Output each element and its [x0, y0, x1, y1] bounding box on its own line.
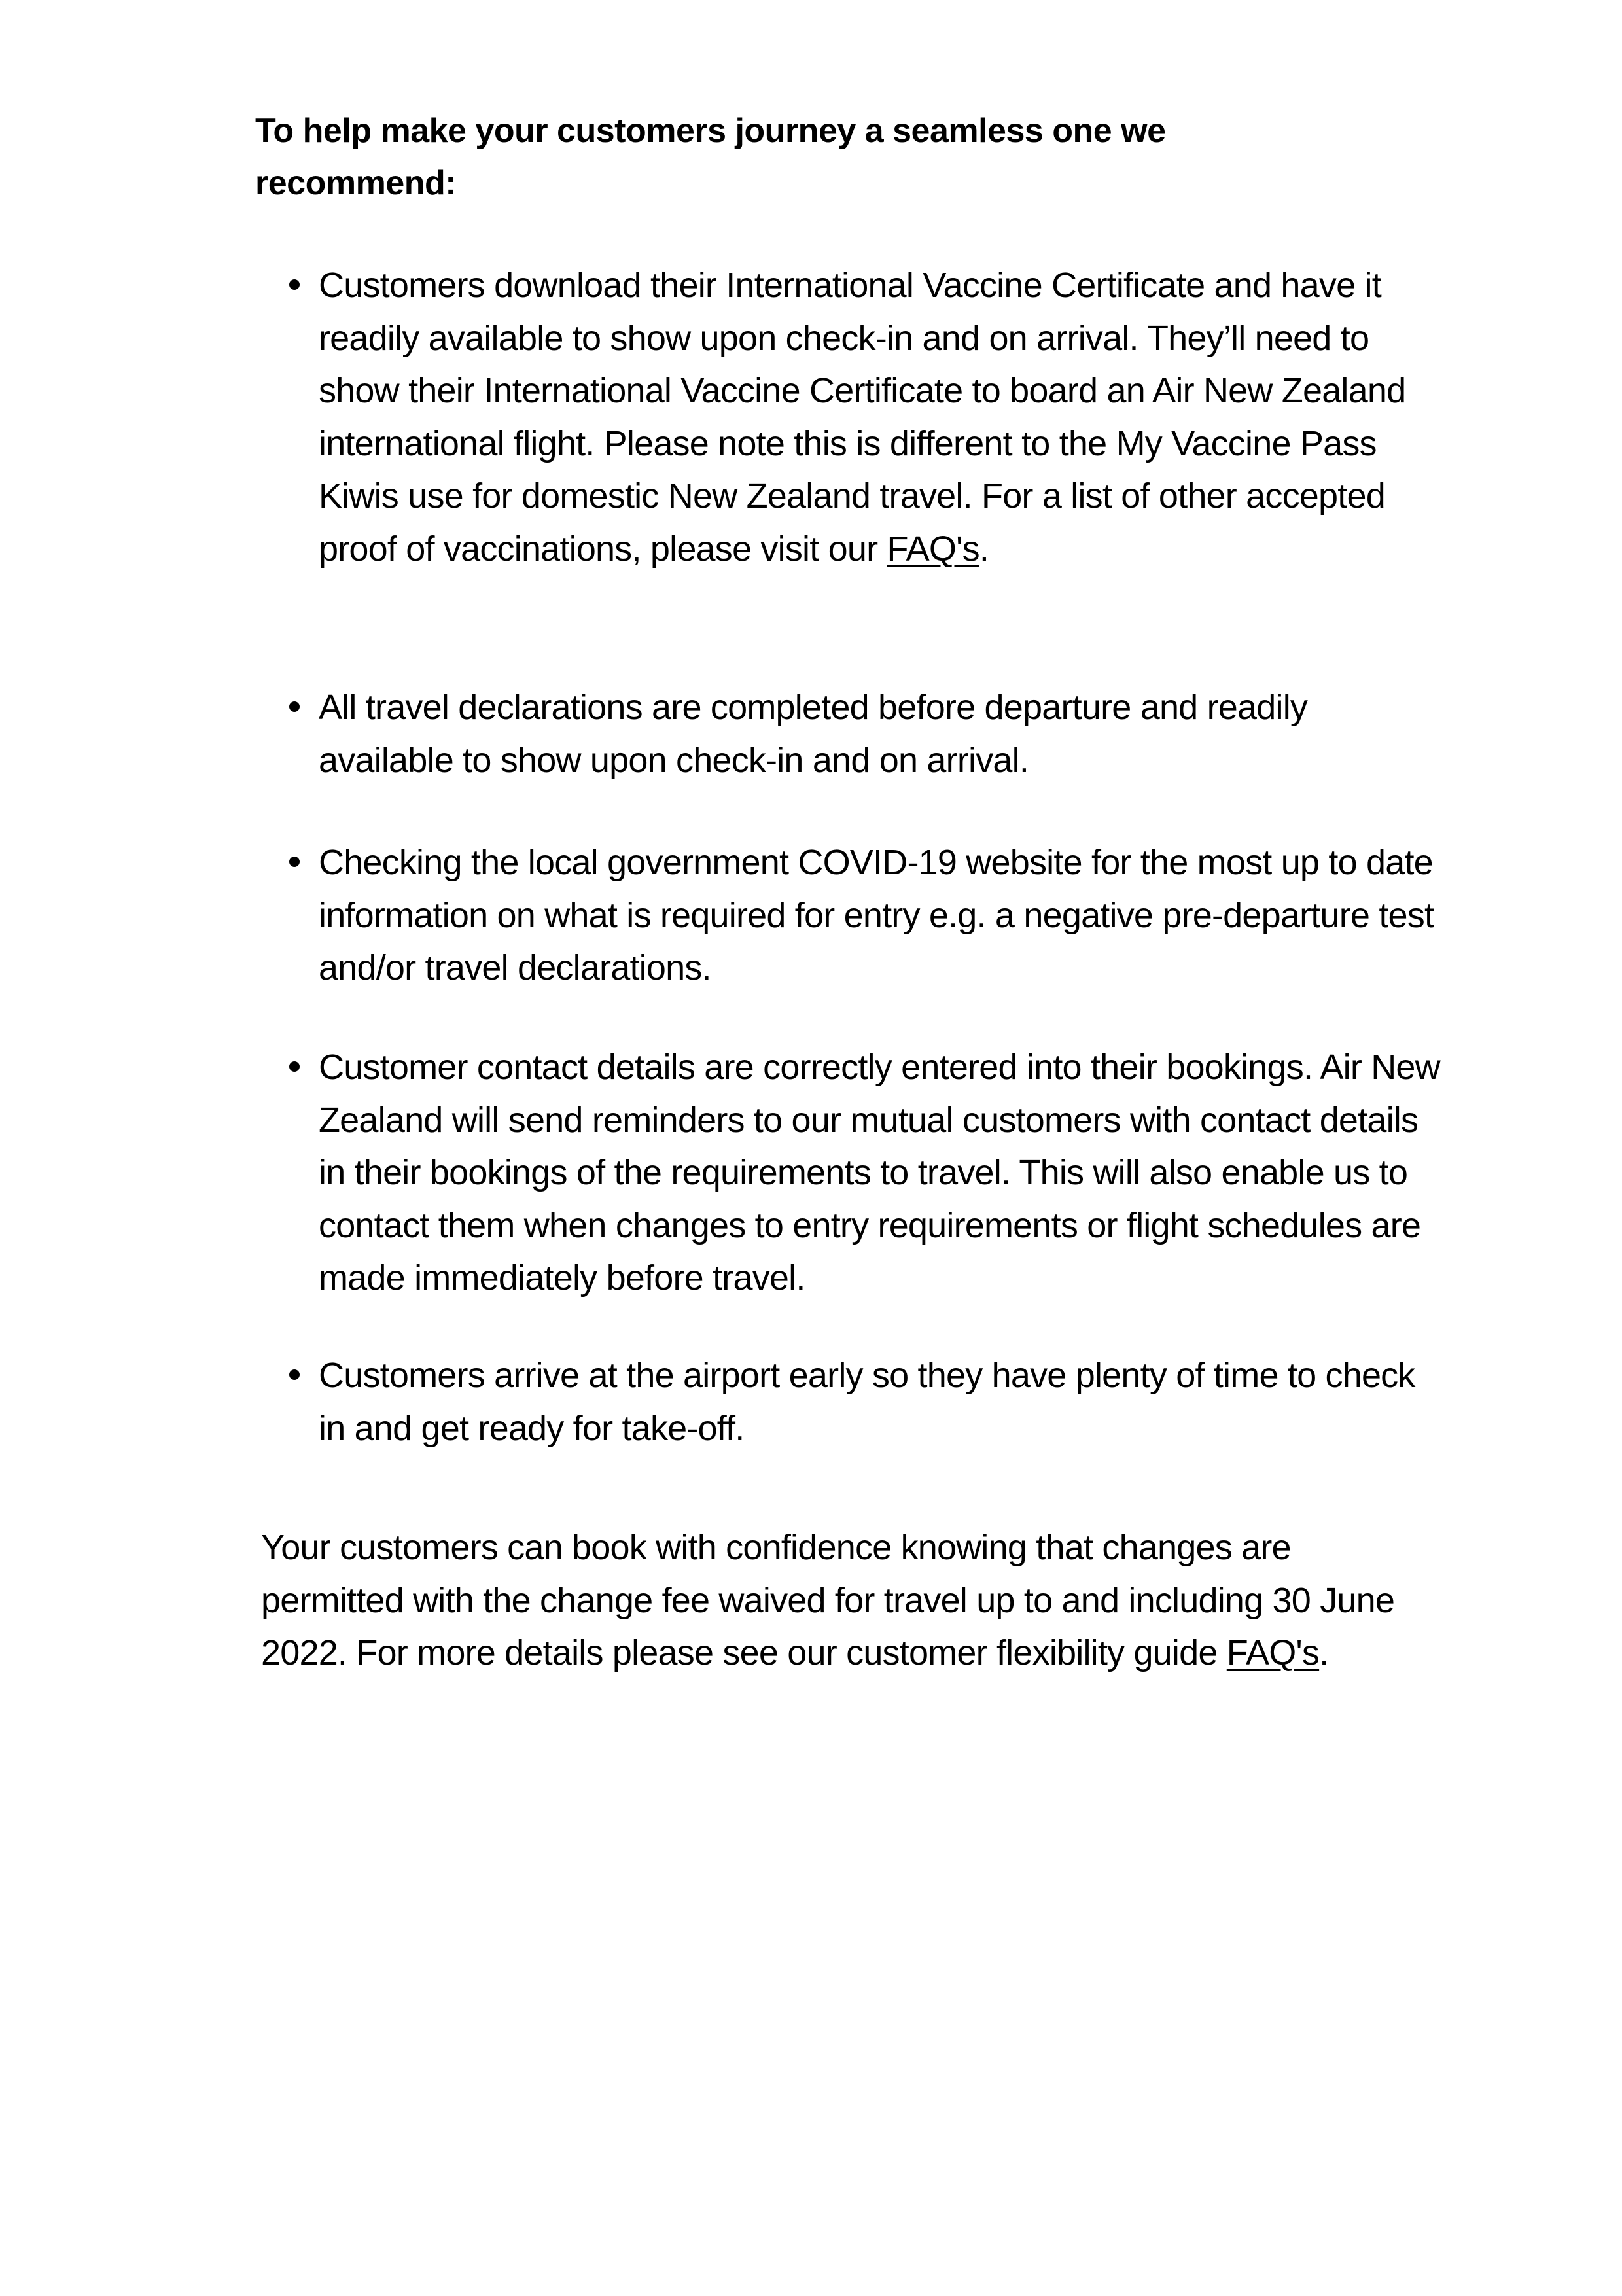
flexibility-faq-link[interactable]: FAQ's [1226, 1633, 1320, 1672]
list-item-text: Customer contact details are correctly entered into their bookings. Air New Zealand will send reminders to our mutual customers with contact details in their bookings of the requirements to travel. This will also enable us to contact them when changes to entry requirements or flight schedules are made immediately before travel. [319, 1048, 1440, 1298]
closing-text: Your customers can book with confidence knowing that changes are permitted with the change fee waived for travel up to and including 30 June 2022. For more details please see our customer flexibility guide [261, 1528, 1395, 1672]
page-heading: To help make your customers journey a seamless one we recommend: [255, 112, 1166, 202]
bullet-icon [289, 857, 300, 867]
faq-link[interactable]: FAQ's [887, 529, 979, 569]
list-item [319, 681, 1444, 786]
bullet-icon [289, 279, 300, 290]
list-item [319, 836, 1444, 995]
list-item [319, 1041, 1444, 1305]
bullet-icon [289, 1061, 300, 1072]
list-item-text: Customers download their International Vaccine Certificate and have it readily available to show upon check-in and on arrival. They’ll need to show their International Vaccine Certificate to board an Air New Zealand international flight. Please note this is different to the My Vaccine Pass Kiwis use for domestic New Zealand travel. For a list of other accepted proof of vaccinations, please visit our [319, 266, 1406, 569]
bullet-icon [289, 1369, 300, 1380]
punctuation: . [979, 529, 989, 569]
bullet-icon [289, 701, 300, 712]
list-item-text: Checking the local government COVID-19 website for the most up to date information on what is required for entry e.g. a negative pre-departure test and/or travel declarations. [319, 843, 1434, 987]
list-item-text: All travel declarations are completed before departure and readily available to show upon check-in and on arrival. [319, 688, 1308, 780]
closing-paragraph [261, 1521, 1413, 1680]
list-item [319, 259, 1444, 575]
list-item [319, 1349, 1444, 1455]
list-item-text: Customers arrive at the airport early so they have plenty of time to check in and get ready for take-off. [319, 1356, 1415, 1448]
punctuation: . [1319, 1633, 1329, 1672]
